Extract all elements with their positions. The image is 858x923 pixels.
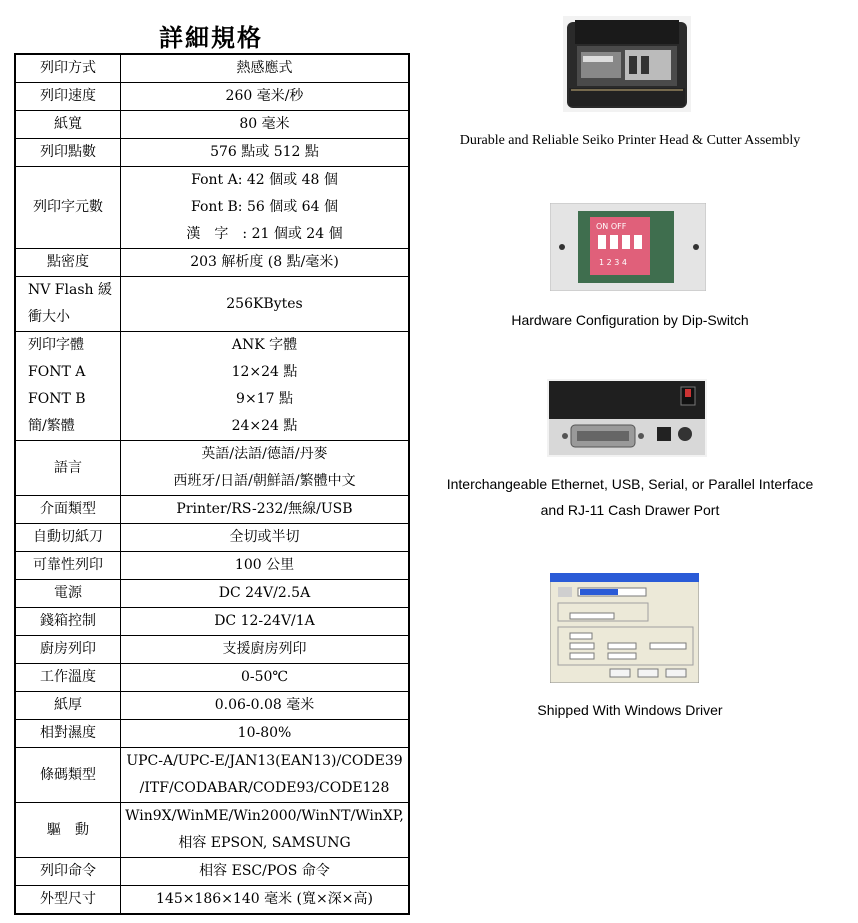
row-label bbox=[15, 277, 121, 332]
feature-caption-interfaces bbox=[420, 471, 840, 523]
feature-caption-windows-driver: Shipped With Windows Driver bbox=[537, 702, 723, 718]
table-row bbox=[15, 441, 409, 496]
value-line: Font B: 56 個或 64 個 bbox=[191, 199, 338, 215]
table-row bbox=[15, 167, 409, 249]
row-value bbox=[121, 803, 410, 858]
row-value: DC 24V/2.5A bbox=[121, 580, 410, 608]
table-row bbox=[15, 720, 409, 748]
row-value: Printer/RS-232/無線/USB bbox=[121, 496, 410, 524]
value-line: 西班牙/日語/朝鮮語/繁體中文 bbox=[173, 473, 356, 489]
row-value: DC 12-24V/1A bbox=[121, 608, 410, 636]
value-line: UPC-A/UPC-E/JAN13(EAN13)/CODE39 bbox=[126, 753, 403, 769]
table-row bbox=[15, 496, 409, 524]
value-line: 相容 EPSON, SAMSUNG bbox=[178, 835, 351, 851]
row-label: 相對濕度 bbox=[15, 720, 121, 748]
row-label: 可靠性列印 bbox=[15, 552, 121, 580]
value-line: ANK 字體 bbox=[231, 337, 298, 353]
table-row bbox=[15, 608, 409, 636]
printer-head-photo bbox=[563, 16, 691, 112]
row-label: 條碼類型 bbox=[15, 748, 121, 803]
row-value: 相容 ESC/POS 命令 bbox=[121, 858, 410, 886]
windows-driver-dialog-photo bbox=[550, 573, 699, 683]
value-line: /ITF/CODABAR/CODE93/CODE128 bbox=[139, 780, 390, 796]
row-label: 列印命令 bbox=[15, 858, 121, 886]
value-line: 漢 字 : 21 個或 24 個 bbox=[186, 226, 343, 242]
row-value: 支援廚房列印 bbox=[121, 636, 410, 664]
table-row bbox=[15, 636, 409, 664]
row-label: 紙寬 bbox=[15, 111, 121, 139]
table-row bbox=[15, 803, 409, 858]
page-title: 詳細規格 bbox=[159, 23, 263, 52]
label-line: FONT A bbox=[28, 364, 86, 380]
row-label: 列印方式 bbox=[15, 54, 121, 83]
row-label: 驅 動 bbox=[15, 803, 121, 858]
table-row bbox=[15, 249, 409, 277]
caption-line: Interchangeable Ethernet, USB, Serial, or Parallel Interface bbox=[446, 476, 814, 492]
table-row bbox=[15, 664, 409, 692]
row-value: 全切或半切 bbox=[121, 524, 410, 552]
feature-caption-printer-head: Durable and Reliable Seiko Printer Head & Cutter Assembly bbox=[459, 133, 801, 148]
row-value: 80 毫米 bbox=[121, 111, 410, 139]
row-value: 熱感應式 bbox=[121, 54, 410, 83]
value-line: Font A: 42 個或 48 個 bbox=[191, 172, 338, 188]
row-value: 203 解析度 (8 點/毫米) bbox=[121, 249, 410, 277]
row-label: 工作溫度 bbox=[15, 664, 121, 692]
feature-caption-dip-switch: Hardware Configuration by Dip-Switch bbox=[511, 312, 749, 328]
interface-ports-photo bbox=[547, 379, 707, 457]
svg-text:ON OFF: ON OFF bbox=[596, 222, 627, 231]
row-value: 145×186×140 毫米 (寬×深×高) bbox=[121, 886, 410, 915]
row-label: 錢箱控制 bbox=[15, 608, 121, 636]
table-row bbox=[15, 83, 409, 111]
row-value: 0-50℃ bbox=[121, 664, 410, 692]
table-row bbox=[15, 552, 409, 580]
value-line: 24×24 點 bbox=[231, 418, 298, 434]
label-line: NV Flash 緩 bbox=[28, 282, 112, 298]
row-value: 576 點或 512 點 bbox=[121, 139, 410, 167]
row-label: 點密度 bbox=[15, 249, 121, 277]
svg-text:1 2 3 4: 1 2 3 4 bbox=[599, 258, 627, 267]
table-row bbox=[15, 54, 409, 83]
table-row bbox=[15, 332, 409, 441]
table-row bbox=[15, 692, 409, 720]
row-value: 256KBytes bbox=[121, 277, 410, 332]
value-line: 英語/法語/德語/丹麥 bbox=[201, 446, 328, 462]
table-row bbox=[15, 580, 409, 608]
label-line: 衝大小 bbox=[28, 309, 70, 325]
row-value bbox=[121, 748, 410, 803]
label-line: FONT B bbox=[28, 391, 86, 407]
row-label: 列印點數 bbox=[15, 139, 121, 167]
table-row bbox=[15, 886, 409, 915]
row-label: 語言 bbox=[15, 441, 121, 496]
row-value: 100 公里 bbox=[121, 552, 410, 580]
row-value bbox=[121, 332, 410, 441]
row-label: 列印速度 bbox=[15, 83, 121, 111]
row-value: 260 毫米/秒 bbox=[121, 83, 410, 111]
table-row bbox=[15, 111, 409, 139]
table-row bbox=[15, 524, 409, 552]
row-label: 介面類型 bbox=[15, 496, 121, 524]
row-label: 電源 bbox=[15, 580, 121, 608]
row-value: 10-80% bbox=[121, 720, 410, 748]
row-value bbox=[121, 167, 410, 249]
row-value bbox=[121, 441, 410, 496]
dip-switch-photo bbox=[550, 203, 706, 291]
row-value: 0.06-0.08 毫米 bbox=[121, 692, 410, 720]
row-label bbox=[15, 332, 121, 441]
label-line: 簡/繁體 bbox=[28, 418, 75, 434]
spec-table bbox=[14, 53, 410, 915]
value-line: Win9X/WinME/Win2000/WinNT/WinXP, bbox=[125, 808, 404, 824]
row-label: 紙厚 bbox=[15, 692, 121, 720]
row-label: 自動切紙刀 bbox=[15, 524, 121, 552]
row-label: 列印字元數 bbox=[15, 167, 121, 249]
value-line: 12×24 點 bbox=[231, 364, 298, 380]
table-row bbox=[15, 858, 409, 886]
row-label: 廚房列印 bbox=[15, 636, 121, 664]
table-row bbox=[15, 277, 409, 332]
label-line: 列印字體 bbox=[28, 337, 84, 353]
table-row bbox=[15, 139, 409, 167]
caption-line: and RJ-11 Cash Drawer Port bbox=[540, 502, 720, 518]
table-row bbox=[15, 748, 409, 803]
value-line: 9×17 點 bbox=[236, 391, 293, 407]
row-label: 外型尺寸 bbox=[15, 886, 121, 915]
